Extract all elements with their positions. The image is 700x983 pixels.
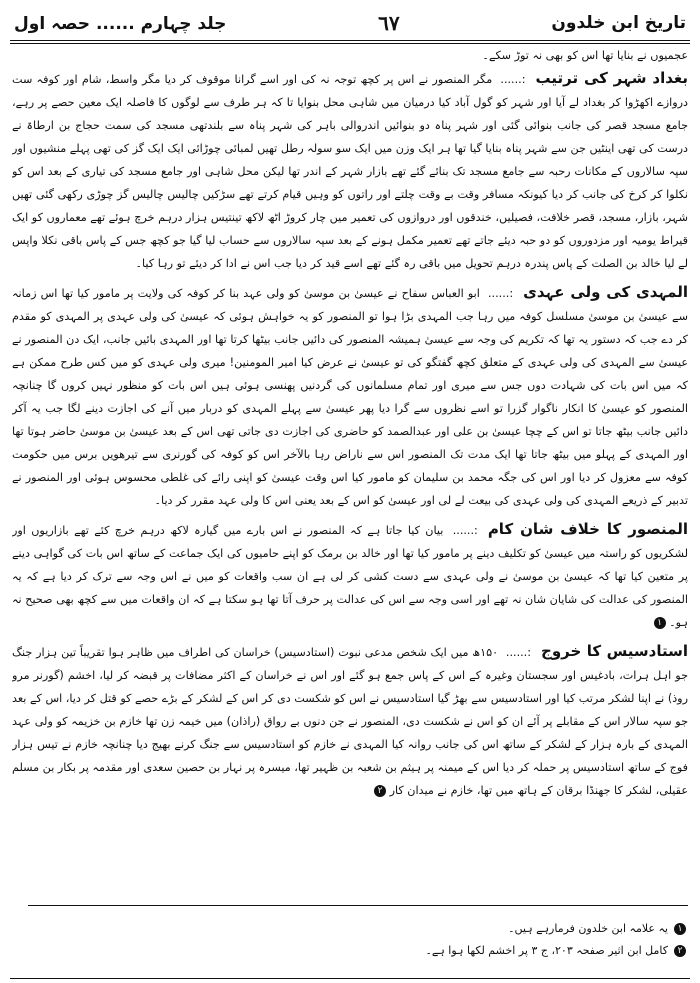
- footnotes: [14, 918, 686, 962]
- footnote-marker: ٢: [674, 945, 686, 957]
- footnote-text: کامل ابن اثیر صفحہ ٢٠٣، ج ٣ پر اخشم لکھا ہوا ہے۔: [425, 944, 668, 957]
- paragraph-text: ۱۵۰ھ میں ایک شخص مدعی نبوت (استادسیس) خراسان کی اطراف میں ظاہر ہوا تقریباً تین ہزار جنگ جو اہل ہرات، بادغیس اور سجستان وغیرہ کے اس کے پاس جمع ہو گئے اور اس نے خراسان کے اکثر مضافات پر قبضہ کر لیا، اخشم (گورنر مرو روذ) نے اپنا لشکر مرتب کیا اور استادسیس سے بھڑ گیا استادسیس نے اس کو شکست دی کر اس کے لشکر کے بڑے حصے کو قتل کر دیا، اس کے بعد جو سپہ سالار اس کے مقابلے پر آئے ان کو اس نے شکست دی، المنصور نے جن دنوں بے رواق (راذان) میں خیمہ زن تھا خازم بن خزیمہ کو ولی عہد المہدی کے بارہ ہزار کے لشکر کے ساتھ اس کی جانب روانہ کیا المہدی نے خازم کو استادسیس سے جنگ کرنے بھیج دیا چنانچہ خازم نے تیس ہزار فوج کے ساتھ استادسیس پر حملہ کر دیا اس کے میمنہ پر ہیثم بن شعبہ بن ظہیر تھا، میسرہ پر نہار بن حصین سعدی اور مقدمہ پر بکار بن مسلم عقیلی، لشکر کا جھنڈا برقان کے ہاتھ میں تھا، خازم نے میدان کار: [12, 646, 688, 797]
- footnote-marker: ١: [674, 923, 686, 935]
- paragraph-mahdi: المہدی کی ولی عہدی:...... ابو العباس سفاح نے عیسیٰ بن موسیٰ کو ولی عہد بنا کر کوفہ کی ولایت پر مامور کیا تھا اس زمانہ سے عیسیٰ بن موسیٰ مسلسل کوفہ میں رہا جب المہدی بڑا ہوا تو المنصور کو یہ خواہش ہوئی کہ عیسیٰ کی ولی عہدی پر المہدی کو مقدم کر دے جب کہ دستور یہ تھا کہ تکریم کی وجہ سے عیسیٰ ہمیشہ المنصور کی دائیں جانب بیٹھا کرتا تھا اور المہدی بائیں جانب، ایک دن المنصور نے عیسیٰ سے المہدی کی ولی عہدی کے متعلق کچھ گفتگو کی تو عیسیٰ نے عرض کیا امیر المومنین! میری ولی عہدی کو میں کس طرح ممکن ہے کہ میں اس بات کی شہادت دوں جس سے میری اور تمام مسلمانوں کی گردنیں پھنسی ہوئی ہیں اس بات کو منظور نہیں کروں گا چنانچہ المنصور کو عیسیٰ کا انکار ناگوار گزرا تو اسے نظروں سے گرا دیا پھر عیسیٰ سے پہلے المہدی کو دربار میں آنے کی اجازت دینے لگا جب یہ آکر دائیں جانب بیٹھ جاتا تو اس کے چچا عیسیٰ بن علی اور عبدالصمد کو حاضری کی اجازت دی جاتی تھی اس کے بعد عیسیٰ بن موسیٰ حاضر ہوتا تھا اور المہدی کے پہلو میں بیٹھ جاتا تھا ایک مدت تک المنصور اس سے ناراض رہا بالآخر اس کو کوفہ کی گورنری سے تیرھویں برس میں حکومت کوفہ سے معزول کر دیا اور اس کی جگہ محمد بن سلیمان کو مامور کیا اس وقت عیسیٰ کو اپنی رائے کی غلطی محسوس ہوئی اور المنصور نے تدبیر کے ذریعے المہدی کی ولی عہدی کی بیعت لے لی اور عیسیٰ کو اس کے بعد یعنی اس کا ولی عہد مقرر کر دیا۔: [12, 283, 688, 507]
- bottom-rule: [10, 978, 690, 979]
- section-heading-mahdi: المہدی کی ولی عہدی: [523, 283, 688, 301]
- paragraph-text: ابو العباس سفاح نے عیسیٰ بن موسیٰ کو ولی عہد بنا کر کوفہ کی ولایت پر مامور کیا تھا اس زمانہ سے عیسیٰ بن موسیٰ مسلسل کوفہ میں رہا جب المہدی بڑا ہوا تو المنصور کو یہ خواہش ہوئی کہ عیسیٰ کی ولی عہدی پر المہدی کو مقدم کر دے جب کہ دستور یہ تھا کہ تکریم کی وجہ سے عیسیٰ ہمیشہ المنصور کی دائیں جانب بیٹھا کرتا تھا اور المہدی بائیں جانب، ایک دن المنصور نے عیسیٰ سے المہدی کی ولی عہدی کے متعلق کچھ گفتگو کی تو عیسیٰ نے عرض کیا امیر المومنین! میری ولی عہدی کو میں کس طرح ممکن ہے کہ میں اس بات کی شہادت دوں جس سے میری اور تمام مسلمانوں کی گردنیں پھنسی ہوئی ہیں اس بات کو منظور نہیں کروں گا چنانچہ المنصور کو عیسیٰ کا انکار ناگوار گزرا تو اسے نظروں سے گرا دیا پھر عیسیٰ سے پہلے المہدی کو دربار میں آنے کی اجازت دینے لگا جب یہ آکر دائیں جانب بیٹھ جاتا تو اس کے چچا عیسیٰ بن علی اور عبدالصمد کو حاضری کی اجازت دی جاتی تھی اس کے بعد عیسیٰ بن موسیٰ حاضر ہوتا تھا اور المہدی کے پہلو میں بیٹھ جاتا تھا ایک مدت تک المنصور اس سے ناراض رہا بالآخر اس کو کوفہ کی گورنری سے تیرھویں برس میں حکومت کوفہ سے معزول کر دیا اور اس کی جگہ محمد بن سلیمان کو مامور کیا اس وقت عیسیٰ کو اپنی رائے کی غلطی محسوس ہوئی اور المنصور نے تدبیر کے ذریعے المہدی کی ولی عہدی کی بیعت لے لی اور عیسیٰ کو اس کے بعد یعنی اس کا ولی عہد مقرر کر دیا۔: [12, 287, 688, 507]
- section-heading-baghdad: بغداد شہر کی ترتیب: [535, 69, 688, 87]
- footnote-text: یہ علامہ ابن خلدون فرمارہے ہیں۔: [508, 922, 668, 935]
- paragraph-intro: [12, 44, 688, 67]
- paragraph-mansur: المنصور کا خلاف شان کام:...... بیان کیا جاتا ہے کہ المنصور نے اس بارے میں گیارہ لاکھ درہم خرچ کئے تھے بازاریوں اور لشکریوں کو راستہ میں عیسیٰ کو تکلیف دینے پر مامور کیا تھا اور خالد بن برمک کو اپنے حامیوں کی ایک جماعت کے ساتھ اس بات کی گواہی دینے پر متعین کیا تھا کہ عیسیٰ بن موسیٰ نے ولی عہدی سے دست کشی کر لی ہے ان سب واقعات کو میں نے اس وجہ سے ترک کر دیا ہے کہ یہ المنصور کی عدالت کی شایان شان نہ تھے اور اسی وجہ سے اس کی عدالت پر حرف آتا تھا ہو سکتا ہے کہ ان واقعات میں سے کچھ بھی صحیح نہ ہو۔ ١: [12, 520, 688, 629]
- section-heading-ustadsis: استادسیس کا خروج: [541, 642, 688, 660]
- paragraph-baghdad: بغداد شہر کی ترتیب:...... مگر المنصور نے اس پر کچھ توجہ نہ کی اور اسے گرانا موقوف کر دیا مگر واسط، شام اور کوفہ ست دروازے اکھڑوا کر بغداد لے آیا اور شہر کو گول آباد کیا درمیان میں شاہی محل بنوایا تا کہ ہر طرف سے لوگوں کا فاصلہ ایک معین حصے پر رہے، جامع مسجد قصر کی جانب بنوائی گئی اور شہر پناہ دو بنوائیں اندروالی باہر کی شہر پناہ سے بلندتھی مسجد کی سمت حجاج بن ارطاۃ نے درست کی تھی اینٹیں جن سے شہر پناہ بنایا گیا تھا ہر ایک وزن میں ایک سو سولہ رطل تھیں لمبائی چوڑائی ایک ایک گز کی تھی پہلے منشیوں اور سپہ سالاروں کے مکانات رحبہ سے جامع مسجد تک بنائے گئے تھے بازار شہر کے اندر تھا لیکن محل شاہی اور جامع مسجد کی تیاری کے بعد اس کو نکلوا کر کرخ کی جانب کر دیا کیونکہ مسافر وقت بے وقت چلتے اور راتوں کو وہیں قیام کرتے تھے سڑکیں چالیس چالیس گز چوڑی رکھی گئی تھیں شہر، بازار، مسجد، قصر خلافت، فصیلیں، خندقوں اور دروازوں کی تعمیر میں چار کروڑ اٹھ لاکھ تینتیس ہزار درہم خرچ ہوئے تھے معماروں کو ایک قیراط یومیہ اور مزدوروں کو دو حبہ دیئے جاتے تھے تعمیر مکمل ہونے کے بعد سپہ سالاروں سے حساب لیا گیا جو کچھ جس کے پاس باقی نکلا واپس لے لیا خالد بن الصلت کے پاس پندرہ درہم تحویل میں باقی رہ گئے تھے اسے قید کر دیا جب اس نے ادا کر دیئے تو رہا کیا۔: [12, 69, 688, 270]
- footnote-2: [14, 940, 686, 962]
- footnote-1: [14, 918, 686, 940]
- header-rule: [10, 40, 690, 41]
- book-title: تاریخ ابن خلدون: [551, 13, 686, 33]
- footnote-separator: [28, 905, 688, 906]
- paragraph-text: عجمیوں نے بنایا تھا اس کو بھی نہ توڑ سکے۔: [482, 49, 688, 62]
- page-number: ٦٧: [378, 11, 400, 35]
- paragraph-ustadsis: استادسیس کا خروج:...... ۱۵۰ھ میں ایک شخص مدعی نبوت (استادسیس) خراسان کی اطراف میں ظاہر ہوا تقریباً تین ہزار جنگ جو اہل ہرات، بادغیس اور سجستان وغیرہ کے اس کے پاس جمع ہو گئے اور اس نے خراسان کے اکثر مضافات پر قبضہ کر لیا، اخشم (گورنر مرو روذ) نے اپنا لشکر مرتب کیا اور استادسیس سے بھڑ گیا استادسیس نے اس کو شکست دی کر اس کے لشکر کے بڑے حصے کو قتل کر دیا، اس کے بعد جو سپہ سالار اس کے مقابلے پر آئے ان کو اس نے شکست دی، المنصور نے جن دنوں بے رواق (راذان) میں خیمہ زن تھا خازم بن خزیمہ کو ولی عہد المہدی کے بارہ ہزار کے لشکر کے ساتھ اس کی جانب روانہ کیا المہدی نے خازم کو استادسیس سے جنگ کرنے بھیج دیا چنانچہ خازم نے تیس ہزار فوج کے ساتھ استادسیس پر حملہ کر دیا اس کے میمنہ پر ہیثم بن شعبہ بن ظہیر تھا، میسرہ پر نہار بن حصین سعدی اور مقدمہ پر بکار بن مسلم عقیلی، لشکر کا جھنڈا برقان کے ہاتھ میں تھا، خازم نے میدان کار ٢: [12, 642, 688, 797]
- section-heading-mansur: المنصور کا خلاف شان کام: [487, 520, 688, 538]
- volume-info: جلد چہارم ...... حصہ اول: [14, 13, 227, 34]
- page-header: [14, 6, 686, 40]
- paragraph-text: بیان کیا جاتا ہے کہ المنصور نے اس بارے میں گیارہ لاکھ درہم خرچ کئے تھے بازاریوں اور لشکریوں کو راستہ میں عیسیٰ کو تکلیف دینے پر مامور کیا تھا اور خالد بن برمک کو اپنے حامیوں کی ایک جماعت کے ساتھ اس بات کی گواہی دینے پر متعین کیا تھا کہ عیسیٰ بن موسیٰ نے ولی عہدی سے دست کشی کر لی ہے ان سب واقعات کو میں نے اس وجہ سے ترک کر دیا ہے کہ یہ المنصور کی عدالت کی شایان شان نہ تھے اور اسی وجہ سے اس کی عدالت پر حرف آتا تھا ہو سکتا ہے کہ ان واقعات میں سے کچھ بھی صحیح نہ ہو۔: [12, 524, 688, 629]
- page-body: [12, 44, 688, 844]
- footnote-marker-2: ٢: [374, 785, 386, 797]
- footnote-marker-1: ١: [654, 617, 666, 629]
- paragraph-text: مگر المنصور نے اس پر کچھ توجہ نہ کی اور اسے گرانا موقوف کر دیا مگر واسط، شام اور کوفہ ست دروازے اکھڑوا کر بغداد لے آیا اور شہر کو گول آباد کیا درمیان میں شاہی محل بنوایا تا کہ ہر طرف سے لوگوں کا فاصلہ ایک معین حصے پر رہے، جامع مسجد قصر کی جانب بنوائی گئی اور شہر پناہ دو بنوائیں اندروالی باہر کی شہر پناہ سے بلندتھی مسجد کی سمت حجاج بن ارطاۃ نے درست کی تھی اینٹیں جن سے شہر پناہ بنایا گیا تھا ہر ایک وزن میں ایک سو سولہ رطل تھیں لمبائی چوڑائی ایک ایک گز کی تھی پہلے منشیوں اور سپہ سالاروں کے مکانات رحبہ سے جامع مسجد تک بنائے گئے تھے بازار شہر کے اندر تھا لیکن محل شاہی اور جامع مسجد کی تیاری کے بعد اس کو نکلوا کر کرخ کی جانب کر دیا کیونکہ مسافر وقت بے وقت چلتے اور راتوں کو وہیں قیام کرتے تھے سڑکیں چالیس چالیس گز چوڑی رکھی گئی تھیں شہر، بازار، مسجد، قصر خلافت، فصیلیں، خندقوں اور دروازوں کی تعمیر میں چار کروڑ اٹھ لاکھ تینتیس ہزار درہم خرچ ہوئے تھے معماروں کو ایک قیراط یومیہ اور مزدوروں کو دو حبہ دیئے جاتے تھے تعمیر مکمل ہونے کے بعد سپہ سالاروں سے حساب لیا گیا جو کچھ جس کے پاس باقی نکلا واپس لے لیا خالد بن الصلت کے پاس پندرہ درہم تحویل میں باقی رہ گئے تھے اسے قید کر دیا جب اس نے ادا کر دیئے تو رہا کیا۔: [12, 73, 688, 270]
